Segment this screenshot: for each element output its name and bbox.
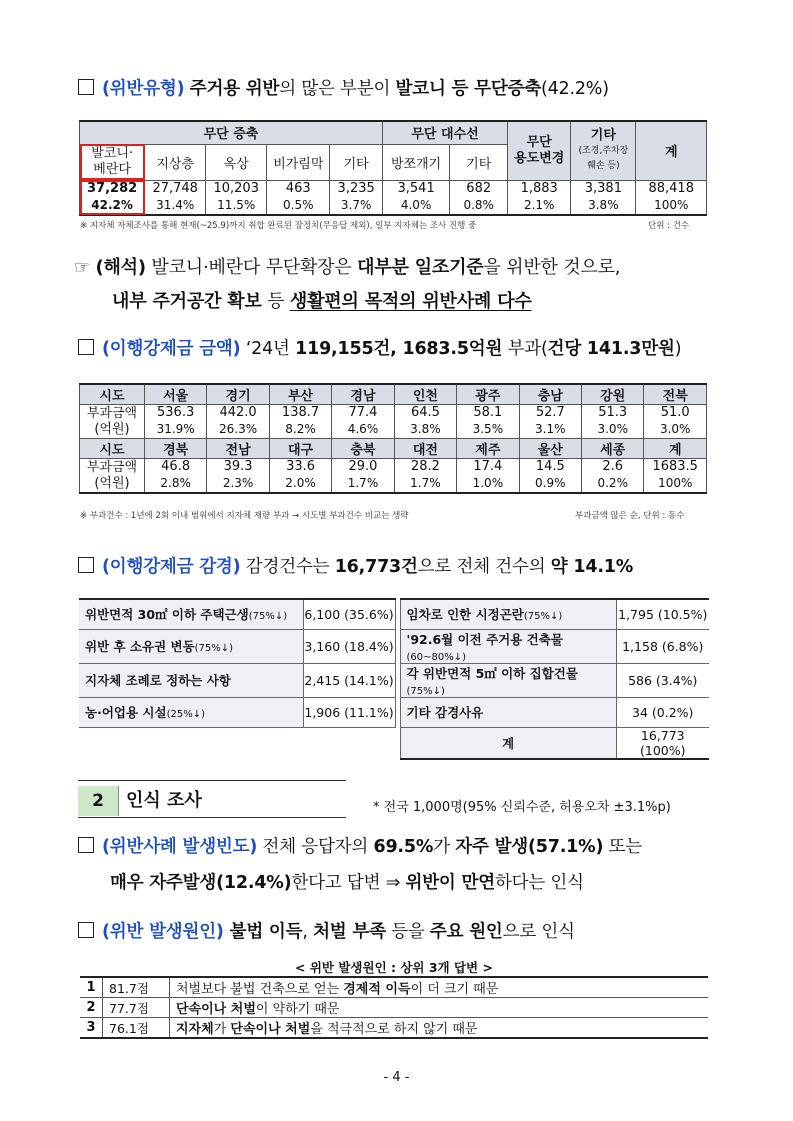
text-run: 경제적 이득 — [343, 982, 411, 997]
cause-text — [170, 1018, 709, 1039]
percent-value: 3.8% — [588, 197, 619, 212]
header-rooftop: 옥상 — [206, 144, 267, 180]
percent-value: 100% — [658, 476, 693, 490]
amount-value: 39.3 — [223, 459, 253, 474]
percent-value: 2.3% — [222, 476, 254, 490]
region-name: 대전 — [394, 439, 456, 459]
amount-value: 14.5 — [535, 459, 565, 474]
reduction-reason — [79, 599, 303, 629]
text-run: 처벌보다 불법 건축으로 얻는 — [176, 982, 344, 997]
unit-note: 부과금액 많은 순, 단위 : 동수 — [575, 511, 685, 521]
percent-value: 1.7% — [347, 476, 379, 490]
headline-text — [246, 339, 682, 359]
reduction-count: 3,160 (18.4%) — [303, 629, 395, 663]
region-name: 충남 — [519, 384, 581, 405]
pointing-hand-icon: ☞ — [74, 257, 90, 278]
region-name: 전남 — [207, 439, 269, 459]
reason-text: 각 위반면적 5㎡ 이하 집합건물 — [406, 665, 578, 681]
region-value — [332, 405, 394, 439]
checkbox-square-icon — [78, 557, 94, 573]
text-run: 내부 주거공간 확보 — [112, 291, 262, 312]
reduction-total-row — [79, 727, 709, 759]
region-value — [582, 459, 644, 494]
reason-text: 기타 감경사유 — [406, 705, 484, 720]
value-cell — [508, 180, 571, 215]
text-run: 이 더 크기 때문 — [410, 982, 499, 997]
reduction-row — [79, 697, 709, 727]
text-run: 69.5% — [373, 837, 434, 857]
headline-text — [190, 79, 609, 99]
row-label: 시도 — [80, 439, 145, 459]
value-cell — [450, 180, 508, 215]
total-label: 계 — [400, 727, 616, 759]
text-run: 한다고 답변 ⇒ — [291, 873, 406, 893]
region-name: 광주 — [457, 384, 519, 405]
region-value — [144, 405, 206, 439]
amount-value: 2.6 — [602, 459, 624, 474]
text-run: 하다는 인식 — [494, 873, 584, 893]
header-ext-other: 기타 — [330, 144, 383, 180]
amount-value: 28.2 — [410, 459, 440, 474]
region-name: 세종 — [582, 439, 644, 459]
cause-table — [80, 976, 708, 1039]
headline-text — [257, 837, 642, 857]
text-run: 전체 응답자의 — [257, 837, 374, 857]
unit-label-text: (억원) — [94, 421, 130, 437]
reduction-row — [79, 599, 709, 629]
table-footnote: ※ 지자체 자체조사를 통해 현재(~25.9)까지 취합 완료된 잠정치(무응답 제외), 일부 지자체는 조사 진행 중 — [80, 221, 477, 231]
cause-headline — [78, 918, 575, 943]
text-run: 부과( — [502, 339, 548, 359]
reason-text: 지자체 조례로 정하는 사항 — [85, 673, 231, 688]
reduction-rate: (25%↓) — [166, 709, 205, 720]
region-value — [457, 459, 519, 494]
reason-text: '92.6월 이전 주거용 건축물 — [406, 631, 563, 647]
amount-label-text: 부과금액 — [86, 405, 138, 421]
percent-value: 2.0% — [285, 476, 316, 490]
text-run: 위반이 만연 — [405, 873, 495, 893]
text-run: 대부분 일조기준 — [357, 257, 484, 278]
headline-text — [240, 557, 633, 577]
text-run: 단속이나 처벌 — [176, 1002, 256, 1017]
bullet-label: (이행강제금 금액) — [102, 339, 241, 359]
header-room-split: 방쪼개기 — [382, 144, 449, 180]
cause-row — [80, 977, 708, 998]
region-value-row — [80, 459, 707, 494]
amount-label — [80, 405, 145, 439]
count-value: 10,203 — [213, 180, 259, 196]
cause-text — [170, 998, 709, 1018]
violation-values-row — [80, 180, 707, 215]
reduction-rate: (75%↓) — [194, 643, 234, 654]
text-run: 발코니 등 무단증축 — [395, 79, 541, 99]
region-value — [457, 405, 519, 439]
cause-score: 77.7점 — [103, 998, 170, 1018]
text-run: 불법 이득 — [223, 922, 303, 942]
value-cell — [382, 180, 449, 215]
header-use-change: 무단 용도변경 — [508, 121, 571, 180]
percent-value: 0.5% — [283, 197, 314, 212]
percent-value: 100% — [654, 197, 689, 212]
unit-label-text: (억원) — [94, 475, 130, 491]
percent-value: 42.2% — [91, 197, 133, 212]
total-value: 16,773 (100%) — [616, 727, 709, 759]
text-run: 등 — [261, 291, 290, 312]
reduction-row — [79, 663, 709, 697]
bullet-label: (위반사례 발생빈도) — [102, 837, 258, 857]
region-name: 충북 — [332, 439, 394, 459]
region-name: 경기 — [207, 384, 269, 405]
header-unauthorized-extension: 무단 증축 — [80, 121, 383, 144]
value-cell-total — [636, 180, 707, 215]
survey-footnote: * 전국 1,000명(95% 신뢰수준, 허용오차 ±3.1%p) — [373, 800, 671, 815]
region-value-row — [80, 405, 707, 439]
amount-value: 536.3 — [157, 405, 195, 420]
region-name: 대구 — [269, 439, 331, 459]
frequency-headline-2 — [110, 869, 584, 894]
region-value — [582, 405, 644, 439]
percent-value: 3.7% — [340, 197, 372, 212]
reason-text: 임차로 인한 시정곤란 — [406, 607, 524, 623]
text-run: (42.2%) — [540, 79, 609, 99]
percent-value: 3.5% — [472, 422, 504, 436]
region-header-row — [80, 384, 707, 405]
region-value — [519, 405, 581, 439]
reduction-count: 2,415 (14.1%) — [303, 663, 395, 697]
text-run: 가 — [433, 837, 456, 857]
cause-row — [80, 1018, 708, 1039]
text-run: 단속이나 처벌 — [230, 1022, 311, 1037]
region-value — [207, 459, 269, 494]
headline-text — [224, 922, 575, 942]
cause-text — [170, 977, 709, 998]
violation-type-table — [79, 120, 707, 216]
count-value: 27,748 — [152, 180, 198, 196]
cause-rank: 1 — [80, 977, 103, 998]
amount-value: 77.4 — [348, 405, 378, 420]
percent-value: 2.8% — [160, 476, 191, 490]
value-cell — [267, 180, 330, 215]
interpretation-line-2 — [112, 287, 532, 313]
text-run: 발코니·베란다 무단확장은 — [145, 257, 358, 278]
header-other-sub: (조경,주차장 훼손 등) — [578, 145, 629, 171]
violation-type-headline — [78, 75, 609, 100]
value-cell — [206, 180, 267, 215]
text-run: , — [302, 922, 314, 942]
checkbox-square-icon — [78, 79, 94, 95]
amount-label — [80, 459, 145, 494]
bullet-label: (이행강제금 감경) — [102, 557, 241, 577]
percent-value: 3.8% — [410, 422, 441, 436]
percent-value: 11.5% — [217, 197, 256, 212]
cause-body — [80, 977, 708, 1038]
region-value — [207, 405, 269, 439]
table-footnote: ※ 부과건수 : 1년에 2회 이내 범위에서 지자체 재량 부과 → 시도별 부과건수 비교는 생략 — [80, 511, 409, 521]
reduction-table — [79, 598, 709, 760]
percent-value: 31.9% — [156, 422, 195, 436]
text-run: 으로 전체 건수의 — [417, 557, 551, 577]
reason-text: 위반면적 30㎡ 이하 주택근생 — [85, 607, 249, 623]
region-name: 전북 — [644, 384, 707, 405]
text-run: 등을 — [385, 922, 430, 942]
cause-rank: 3 — [80, 1018, 103, 1039]
amount-value: 52.7 — [535, 405, 565, 420]
reduction-row — [79, 629, 709, 663]
percent-value: 0.9% — [535, 476, 566, 490]
unit-note: 단위 : 건수 — [648, 221, 690, 231]
section-number: 2 — [78, 786, 119, 816]
region-value — [644, 459, 707, 494]
reduction-count: 586 (3.4%) — [616, 663, 709, 697]
count-value: 682 — [466, 180, 492, 196]
reduction-rate: (60~80%↓) — [406, 651, 467, 663]
reduction-count: 1,906 (11.1%) — [303, 697, 395, 727]
header-balcony: 발코니· 베란다 — [80, 144, 145, 180]
text-run: 건당 141.3만원 — [547, 339, 675, 359]
text-run: 을 위반한 것으로, — [483, 257, 621, 278]
reduction-count: 34 (0.2%) — [616, 697, 709, 727]
text-run: 생활편의 목적의 위반사례 다수 — [289, 291, 532, 312]
reason-text: 농·어업용 시설 — [85, 705, 167, 720]
bullet-label: (위반 발생원인) — [102, 922, 224, 942]
regional-penalty-body — [80, 384, 707, 493]
value-cell — [145, 180, 206, 215]
header-major-repair: 무단 대수선 — [382, 121, 507, 144]
region-value — [269, 459, 331, 494]
text-run: 또는 — [603, 837, 643, 857]
percent-value: 4.6% — [347, 422, 379, 436]
section-title: 인식 조사 — [126, 790, 202, 811]
value-cell — [330, 180, 383, 215]
percent-value: 8.2% — [285, 422, 316, 436]
count-value: 463 — [285, 180, 311, 196]
text-run: 자주 발생(57.1%) — [455, 837, 604, 857]
reduction-count: 1,795 (10.5%) — [616, 599, 709, 629]
count-value: 37,282 — [87, 180, 138, 196]
region-name: 인천 — [394, 384, 456, 405]
region-name: 제주 — [457, 439, 519, 459]
reduction-rate: (75%↓) — [406, 685, 445, 697]
amount-value: 17.4 — [473, 459, 503, 474]
text-run: 지자체 — [176, 1022, 214, 1037]
reduction-rate: (75%↓) — [523, 611, 563, 623]
section-divider — [78, 817, 346, 818]
region-name: 부산 — [269, 384, 331, 405]
amount-value: 138.7 — [281, 405, 320, 420]
percent-value: 4.0% — [400, 197, 432, 212]
reason-text: 위반 후 소유권 변동 — [85, 639, 195, 654]
region-header-row — [80, 439, 707, 459]
survey-section-header — [78, 786, 346, 816]
blank-cell — [79, 727, 400, 759]
checkbox-square-icon — [78, 837, 94, 853]
percent-value: 31.4% — [156, 197, 195, 212]
checkbox-square-icon — [78, 922, 94, 938]
reduction-count: 6,100 (35.6%) — [303, 599, 395, 629]
page-number: - 4 - — [383, 1070, 410, 1085]
count-value: 3,541 — [397, 180, 435, 196]
amount-label-text: 부과금액 — [86, 459, 138, 475]
amount-value: 58.1 — [473, 405, 503, 420]
text-run: ) — [674, 339, 682, 359]
text-run: 약 14.1% — [550, 557, 634, 577]
region-name: 경북 — [144, 439, 206, 459]
cause-rank: 2 — [80, 998, 103, 1018]
regional-penalty-table — [79, 383, 707, 494]
amount-value: 51.3 — [598, 405, 628, 420]
amount-value: 51.0 — [660, 405, 690, 420]
region-name: 경남 — [332, 384, 394, 405]
cause-row — [80, 998, 708, 1018]
cause-table-caption: < 위반 발생원인 : 상위 3개 답변 > — [295, 960, 493, 975]
text-run: 감경건수는 — [240, 557, 335, 577]
percent-value: 0.8% — [463, 197, 494, 212]
region-value — [394, 405, 456, 439]
region-name: 서울 — [144, 384, 206, 405]
amount-value: 1683.5 — [652, 459, 698, 474]
checkbox-square-icon — [78, 339, 94, 355]
value-cell-balcony — [80, 180, 145, 215]
header-awning: 비가림막 — [267, 144, 330, 180]
text-run: 16,773건 — [334, 557, 418, 577]
reduction-rate: (75%↓) — [248, 611, 288, 623]
section-divider — [78, 780, 346, 781]
percent-value: 3.1% — [535, 422, 566, 436]
amount-value: 64.5 — [410, 405, 440, 420]
text-run: 이 약하기 때문 — [255, 1002, 340, 1017]
amount-value: 46.8 — [161, 459, 191, 474]
header-other-label: 기타 — [590, 127, 616, 143]
text-run: 의 많은 부분이 — [279, 79, 396, 99]
percent-value: 3.0% — [659, 422, 691, 436]
frequency-headline-1 — [78, 833, 642, 858]
header-repair-other: 기타 — [450, 144, 508, 180]
text-run: 매우 자주발생(12.4%) — [110, 873, 292, 893]
reduction-reason — [400, 663, 616, 697]
amount-value: 33.6 — [286, 459, 316, 474]
reduction-reason — [79, 629, 303, 663]
count-value: 3,381 — [584, 180, 622, 196]
text-run: 가 — [213, 1022, 231, 1037]
text-run: 으로 인식 — [502, 922, 575, 942]
region-value — [144, 459, 206, 494]
percent-value: 0.2% — [597, 476, 628, 490]
text-run: 119,155건, 1683.5억원 — [295, 339, 503, 359]
count-value: 1,883 — [520, 180, 558, 196]
text-run: ‘24년 — [245, 339, 296, 359]
percent-value: 26.3% — [219, 422, 258, 436]
interpretation-label: (해석) — [95, 257, 146, 278]
penalty-reduction-headline — [78, 553, 633, 578]
interpretation-line-1 — [74, 253, 620, 279]
region-name: 울산 — [519, 439, 581, 459]
text-run: 주거용 위반 — [189, 79, 280, 99]
reduction-body — [79, 599, 709, 759]
count-value: 88,418 — [648, 180, 694, 196]
text-run: 을 적극적으로 하지 않기 때문 — [310, 1022, 478, 1037]
header-other — [571, 121, 636, 180]
region-value — [332, 459, 394, 494]
count-value: 3,235 — [337, 180, 375, 196]
reduction-reason — [400, 697, 616, 727]
region-name: 강원 — [582, 384, 644, 405]
value-cell — [571, 180, 636, 215]
amount-value: 29.0 — [348, 459, 378, 474]
header-ground-floor: 지상층 — [145, 144, 206, 180]
reduction-count: 1,158 (6.8%) — [616, 629, 709, 663]
text-run: 처벌 부족 — [313, 922, 386, 942]
percent-value: 3.0% — [597, 422, 628, 436]
region-value — [269, 405, 331, 439]
region-name: 계 — [644, 439, 707, 459]
reduction-reason — [400, 599, 616, 629]
cause-score: 76.1점 — [103, 1018, 170, 1039]
region-value — [644, 405, 707, 439]
interpretation-text — [146, 257, 620, 278]
reduction-reason — [400, 629, 616, 663]
percent-value: 1.0% — [472, 476, 504, 490]
header-total: 계 — [636, 121, 707, 180]
bullet-label: (위반유형) — [102, 79, 185, 99]
reduction-reason — [79, 697, 303, 727]
reduction-reason — [79, 663, 303, 697]
region-value — [394, 459, 456, 494]
text-run: 주요 원인 — [429, 922, 503, 942]
row-label: 시도 — [80, 384, 145, 405]
percent-value: 2.1% — [523, 197, 555, 212]
percent-value: 1.7% — [410, 476, 441, 490]
amount-value: 442.0 — [219, 405, 257, 420]
region-value — [519, 459, 581, 494]
penalty-amount-headline — [78, 335, 681, 360]
cause-score: 81.7점 — [103, 977, 170, 998]
